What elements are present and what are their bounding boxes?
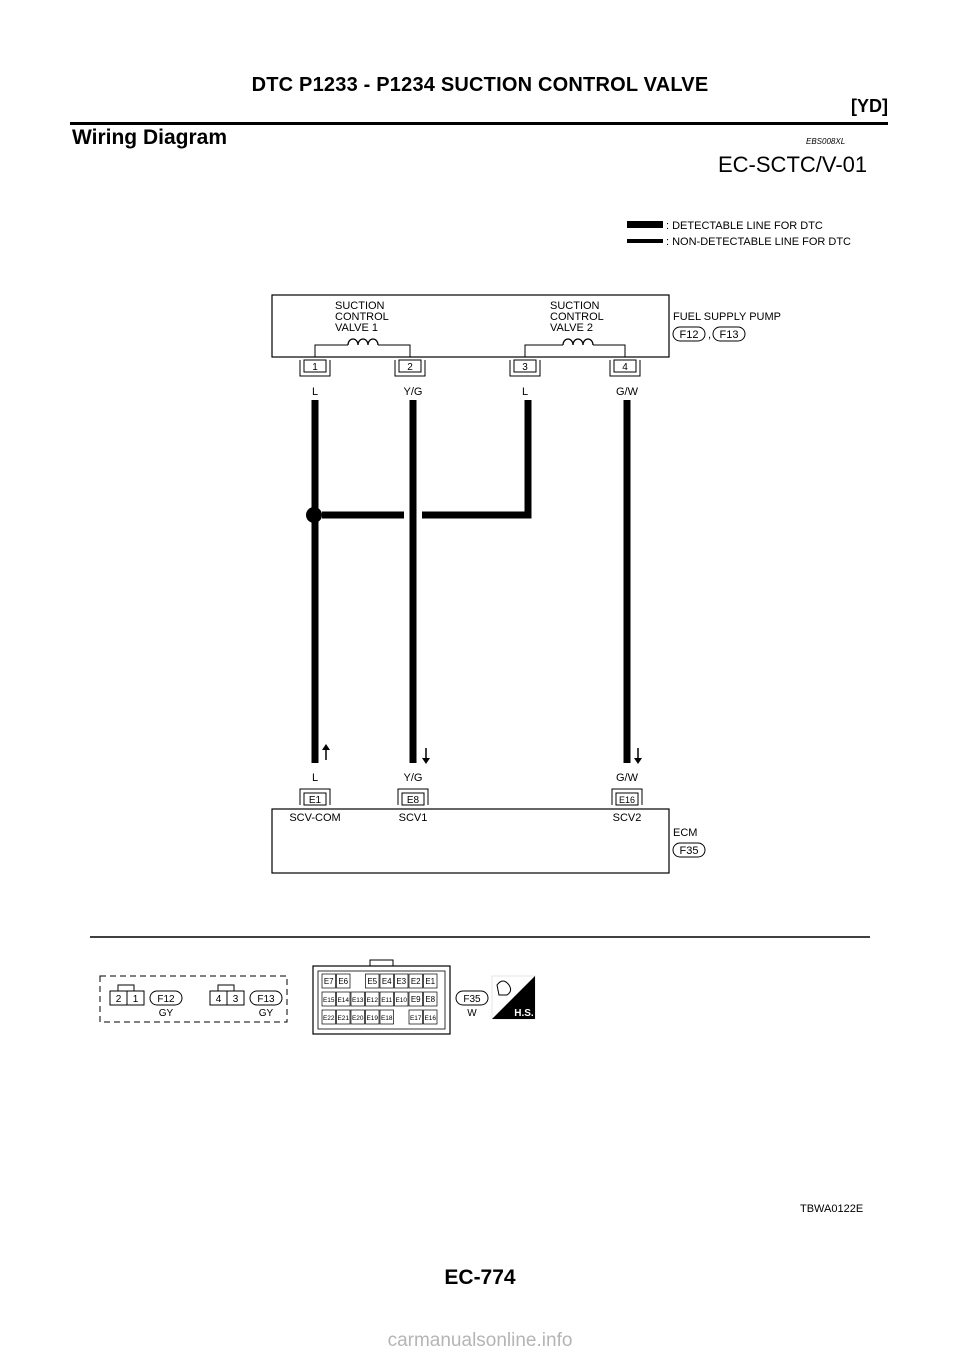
ecm-name: ECM	[673, 827, 698, 839]
connector-f35-pin-e4: E4	[381, 977, 392, 986]
connector-f35-pin-e6: E6	[338, 977, 349, 986]
pump-pin-3-label: 3	[522, 362, 528, 373]
pump-pin-4-label: 4	[622, 362, 628, 373]
section-code: EBS008XL	[806, 137, 846, 146]
wire-valve2-common	[422, 400, 528, 515]
connector-f35-pin-e9: E9	[410, 995, 421, 1004]
connector-f35-pin-e21: E21	[337, 1015, 350, 1022]
connector-f35-pin-e10: E10	[395, 997, 408, 1004]
connector-views	[100, 960, 535, 1034]
pump-pin-2	[395, 360, 425, 376]
pump-connector-f13: F13	[719, 329, 739, 341]
pump-box	[272, 295, 669, 357]
ecm-terminals	[300, 772, 642, 806]
valve1-label	[335, 300, 391, 334]
watermark: carmanualsonline.info	[387, 1330, 573, 1351]
connector-f35-pin-e20: E20	[351, 1015, 364, 1022]
ecm-terminal-scv1: SCV1	[398, 812, 428, 824]
diagram-id: EC-SCTC/V-01	[718, 152, 868, 177]
pump-pin-1-label: 1	[312, 362, 318, 373]
fuel-supply-pump	[272, 295, 781, 357]
connector-f35-pin-e17: E17	[409, 1015, 422, 1022]
connector-f35-pin-e5: E5	[367, 977, 378, 986]
valve1-line2: CONTROL	[335, 311, 389, 323]
connector-f35-pin-e16: E16	[424, 1015, 437, 1022]
connector-f35-pin-e7: E7	[323, 977, 334, 986]
connector-f13-color: GY	[258, 1008, 274, 1019]
connector-f13-id: F13	[257, 994, 275, 1005]
connector-f35-id: F35	[463, 994, 481, 1005]
ecm-pin-e8-label: E8	[406, 795, 420, 806]
legend-non-detectable-swatch	[627, 239, 663, 243]
connector-f35-pin-e13: E13	[351, 997, 364, 1004]
connector-f35-pin-e11: E11	[381, 997, 393, 1004]
ecm-connector: F35	[679, 845, 699, 857]
connector-f12-color: GY	[158, 1008, 174, 1019]
pump-pin-1	[300, 360, 330, 376]
ecm-pin-e1-label: E1	[308, 795, 322, 806]
ecm-pin-e16	[612, 789, 642, 805]
figure-code: TBWA0122E	[800, 1203, 864, 1215]
page-number: EC-774	[444, 1266, 516, 1289]
valve2-line2: CONTROL	[550, 311, 604, 323]
pump-pin-2-label: 2	[407, 362, 413, 373]
arrow-down-icon	[422, 758, 430, 764]
ecm-pin-e16-label: E16	[618, 795, 636, 805]
pump-pin-3	[510, 360, 540, 376]
ecm-wire-color-2: Y/G	[403, 772, 423, 784]
valve2-label	[550, 300, 606, 334]
valve2-line3: VALVE 2	[550, 322, 594, 334]
arrow-down-icon	[634, 758, 642, 764]
valve2-coil-icon	[563, 339, 593, 345]
connector-f35	[313, 960, 450, 1034]
ecm-pin-e8	[398, 789, 428, 806]
valve1-line1: SUCTION	[335, 300, 385, 312]
legend-detectable-swatch	[627, 221, 663, 228]
ecm-pin-e1	[300, 789, 330, 806]
connector-f35-pin-e1: E1	[425, 977, 436, 986]
connector-f35-pin-e12: E12	[366, 997, 379, 1004]
connector-f12-pin-2: 2	[115, 994, 122, 1005]
page-header-section: [YD]	[851, 96, 888, 116]
harness-side-icon	[492, 976, 535, 1019]
pump-terminals	[300, 360, 640, 398]
connector-f35-pin-e8: E8	[425, 995, 436, 1004]
ecm-terminal-scv-com: SCV-COM	[289, 812, 341, 824]
connector-f13	[210, 985, 282, 1019]
connector-f35-pin-e18: E18	[380, 1015, 393, 1022]
pump-pin-4	[610, 360, 640, 376]
valve1-coil-icon	[348, 339, 378, 345]
valve1-line3: VALVE 1	[335, 322, 379, 334]
pump-wire-color-1: L	[311, 386, 319, 398]
splice-point	[306, 507, 322, 523]
connector-f35-pin-e14: E14	[337, 997, 350, 1004]
valve2-coil-leads	[525, 345, 625, 357]
connector-f12	[110, 985, 182, 1019]
valve1-coil-leads	[315, 345, 410, 357]
ecm-wire-color-1: L	[311, 772, 319, 784]
ecm	[272, 809, 705, 873]
connector-f35-pin-e2: E2	[410, 977, 421, 986]
page-header-title: DTC P1233 - P1234 SUCTION CONTROL VALVE	[251, 74, 709, 96]
pump-wire-color-4: G/W	[616, 386, 638, 398]
connector-f35-color: W	[467, 1008, 477, 1019]
legend-non-detectable-label: : NON-DETECTABLE LINE FOR DTC	[666, 236, 851, 248]
harness-side-label: H.S.	[514, 1008, 534, 1019]
connector-f12-pin-1: 1	[132, 994, 139, 1005]
connector-f13-pin-3: 3	[232, 994, 239, 1005]
connector-f12-id: F12	[157, 994, 175, 1005]
ecm-wire-color-3: G/W	[616, 772, 638, 784]
section-heading: Wiring Diagram	[72, 126, 227, 149]
valve2-line1: SUCTION	[550, 300, 600, 312]
ecm-terminal-scv2: SCV2	[612, 812, 642, 824]
pump-wire-color-2: Y/G	[403, 386, 423, 398]
pump-connector-f12: F12	[679, 329, 699, 341]
legend-detectable-label: : DETECTABLE LINE FOR DTC	[666, 220, 823, 232]
legend	[627, 220, 851, 248]
connector-f35-pin-e15: E15	[322, 997, 335, 1004]
pump-connector-separator: ,	[708, 329, 712, 341]
wires	[306, 400, 642, 764]
connector-f35-pin-e3: E3	[396, 977, 407, 986]
pump-wire-color-3: L	[521, 386, 529, 398]
connector-f13-pin-4: 4	[215, 994, 222, 1005]
connector-f35-pin-e19: E19	[366, 1015, 379, 1022]
arrow-up-icon	[322, 744, 330, 750]
pump-name: FUEL SUPPLY PUMP	[673, 311, 781, 323]
connector-f35-pin-e22: E22	[322, 1015, 335, 1022]
